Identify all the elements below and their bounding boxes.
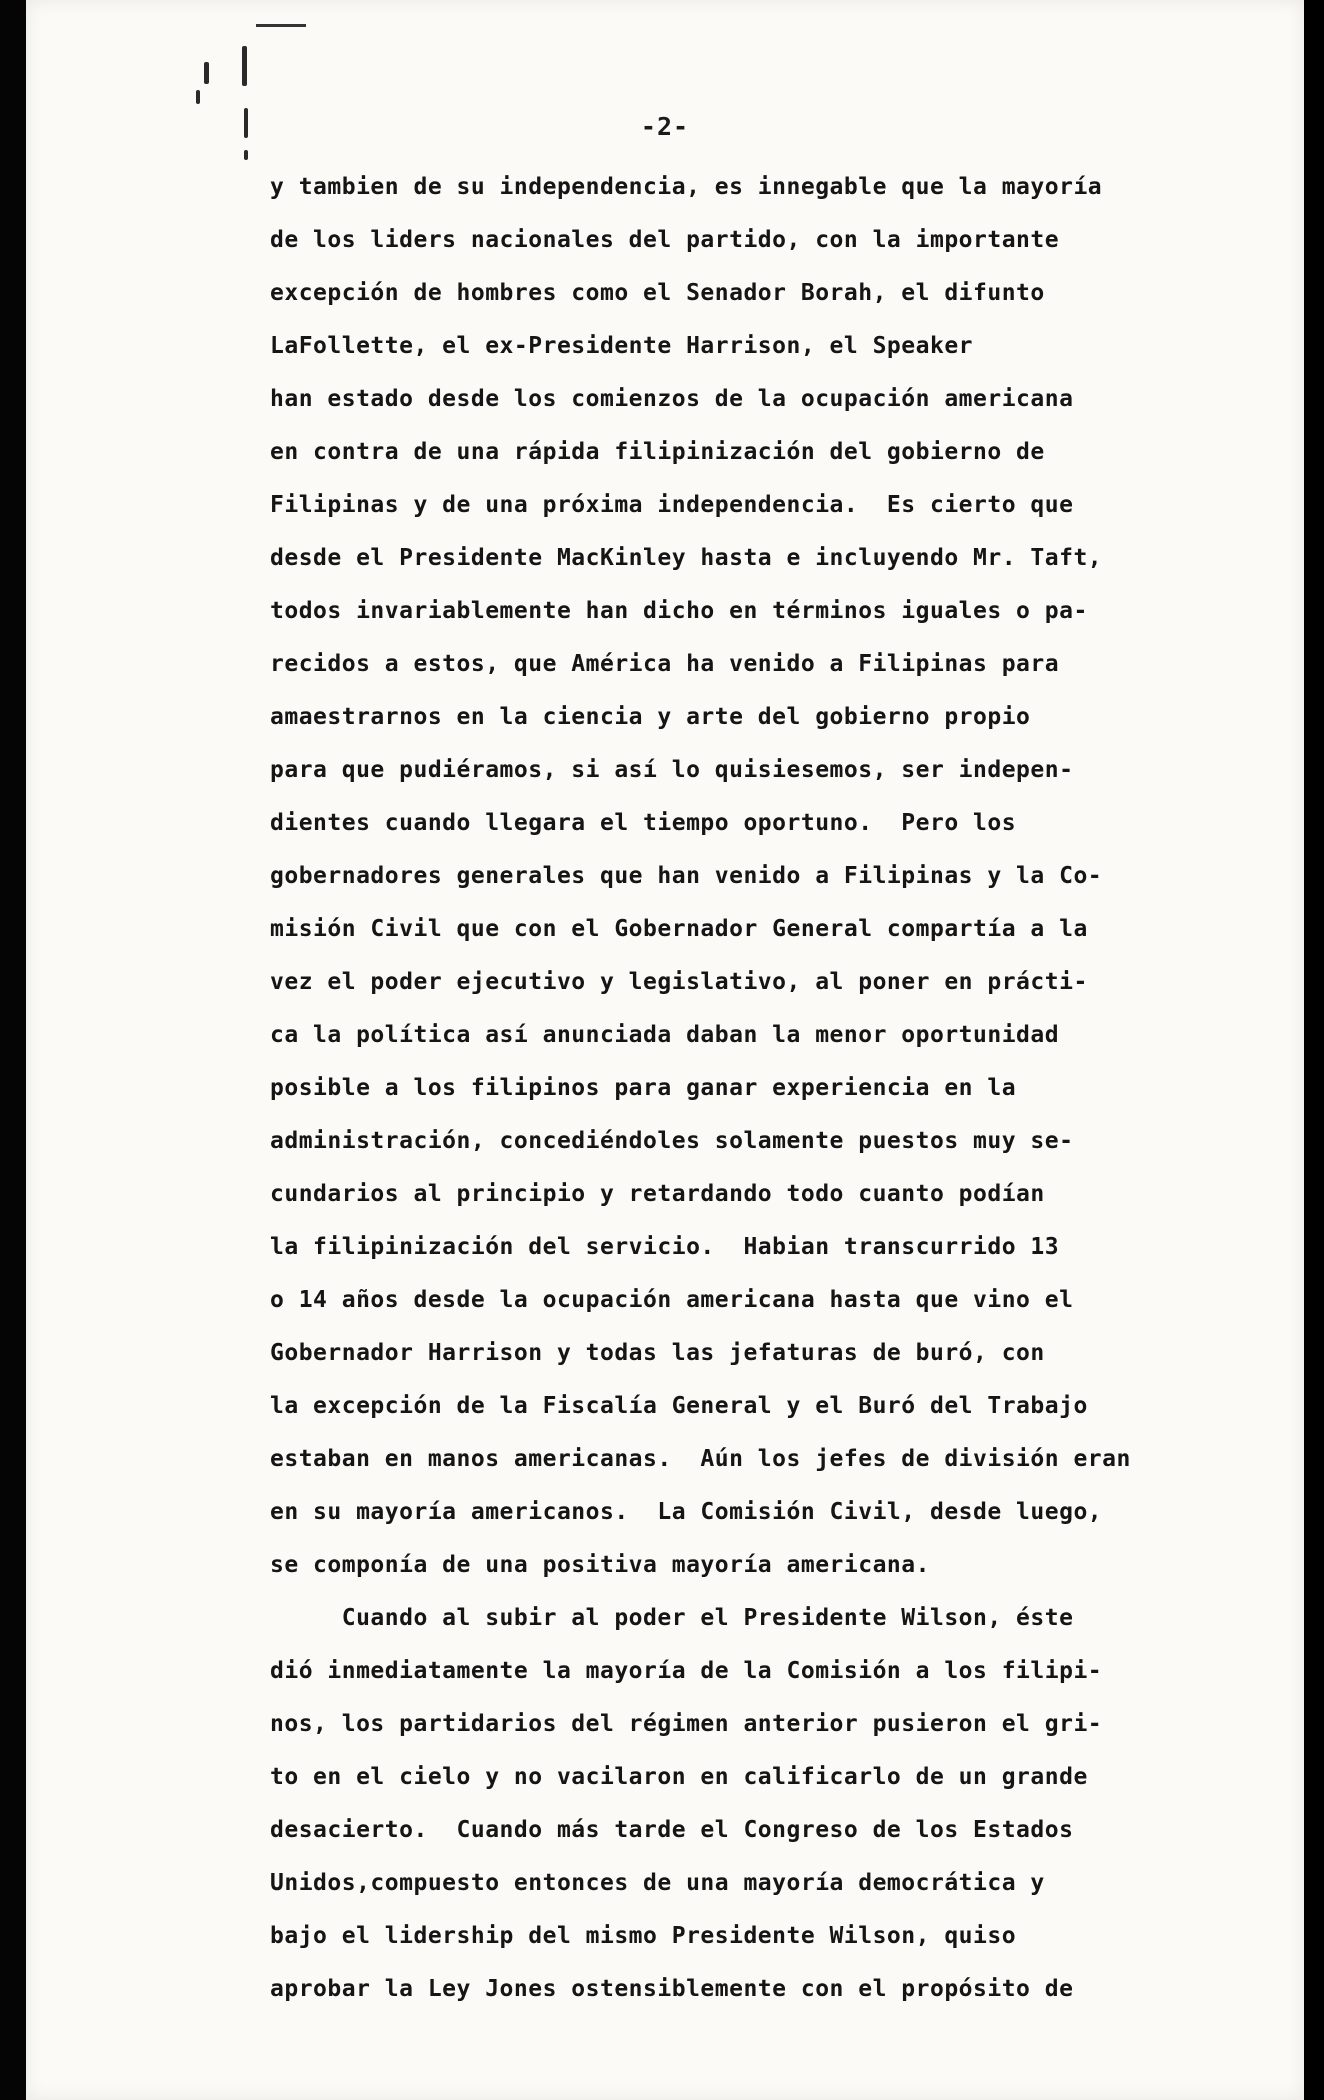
text-line: en contra de una rápida filipinización del gobierno de [270, 439, 1045, 465]
text-line: para que pudiéramos, si así lo quisiesemos, ser indepen- [270, 757, 1074, 783]
margin-mark [242, 46, 247, 86]
text-line: Cuando al subir al poder el Presidente Wilson, éste [270, 1605, 1074, 1631]
margin-mark [204, 62, 209, 84]
text-line: ca la política así anunciada daban la menor oportunidad [270, 1022, 1060, 1048]
text-line: vez el poder ejecutivo y legislativo, al poner en prácti- [270, 969, 1088, 995]
document-body [270, 161, 1270, 2016]
text-line: de los liders nacionales del partido, con la importante [270, 227, 1060, 253]
text-line: cundarios al principio y retardando todo cuanto podían [270, 1181, 1045, 1207]
text-line: o 14 años desde la ocupación americana hasta que vino el [270, 1287, 1074, 1313]
margin-mark [244, 150, 248, 160]
text-line: y tambien de su independencia, es innegable que la mayoría [270, 174, 1103, 200]
margin-mark [196, 90, 200, 104]
text-line: la excepción de la Fiscalía General y el Buró del Trabajo [270, 1393, 1088, 1419]
text-line: han estado desde los comienzos de la ocupación americana [270, 386, 1074, 412]
text-line: excepción de hombres como el Senador Borah, el difunto [270, 280, 1045, 306]
text-line: Filipinas y de una próxima independencia. Es cierto que [270, 492, 1074, 518]
text-line: misión Civil que con el Gobernador General compartía a la [270, 916, 1088, 942]
text-line: to en el cielo y no vacilaron en calificarlo de un grande [270, 1764, 1088, 1790]
text-line: la filipinización del servicio. Habian transcurrido 13 [270, 1234, 1060, 1260]
text-line: amaestrarnos en la ciencia y arte del gobierno propio [270, 704, 1031, 730]
text-line: LaFollette, el ex-Presidente Harrison, el Speaker [270, 333, 974, 359]
text-line: bajo el lidership del mismo Presidente Wilson, quiso [270, 1923, 1017, 1949]
text-line: en su mayoría americanos. La Comisión Civil, desde luego, [270, 1499, 1103, 1525]
text-line: dió inmediatamente la mayoría de la Comisión a los filipi- [270, 1658, 1103, 1684]
text-line: desde el Presidente MacKinley hasta e incluyendo Mr. Taft, [270, 545, 1103, 571]
text-line: posible a los filipinos para ganar experiencia en la [270, 1075, 1017, 1101]
text-line: nos, los partidarios del régimen anterior pusieron el gri- [270, 1711, 1103, 1737]
right-edge-shadow [1304, 0, 1324, 2100]
text-line: se componía de una positiva mayoría americana. [270, 1552, 930, 1578]
top-edge-mark [256, 24, 306, 27]
text-line: Gobernador Harrison y todas las jefaturas de buró, con [270, 1340, 1045, 1366]
typewritten-page [26, 0, 1304, 2100]
text-line: Unidos,compuesto entonces de una mayoría democrática y [270, 1870, 1045, 1896]
text-line: gobernadores generales que han venido a Filipinas y la Co- [270, 863, 1103, 889]
text-line: todos invariablemente han dicho en términos iguales o pa- [270, 598, 1088, 624]
text-line: desacierto. Cuando más tarde el Congreso de los Estados [270, 1817, 1074, 1843]
text-line: recidos a estos, que América ha venido a Filipinas para [270, 651, 1060, 677]
text-line: administración, concediéndoles solamente puestos muy se- [270, 1128, 1074, 1154]
text-line: aprobar la Ley Jones ostensiblemente con el propósito de [270, 1976, 1074, 2002]
page-number: -2- [640, 112, 690, 141]
text-line: estaban en manos americanas. Aún los jefes de división eran [270, 1446, 1131, 1472]
text-line: dientes cuando llegara el tiempo oportuno. Pero los [270, 810, 1017, 836]
